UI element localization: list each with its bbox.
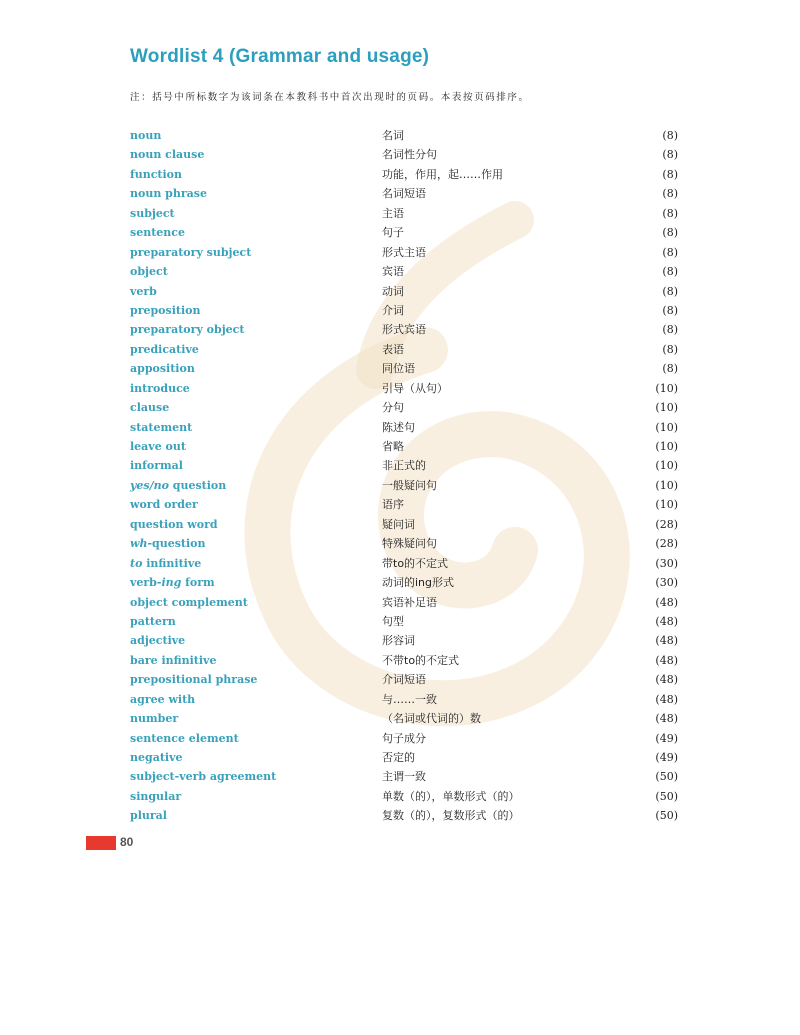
term-english: preparatory object: [130, 323, 245, 337]
wordlist-row: [130, 437, 678, 456]
term-chinese: 动词: [382, 284, 404, 298]
wordlist-row: [130, 456, 678, 475]
first-page-ref: (10): [655, 498, 678, 512]
term-english: negative: [130, 751, 183, 764]
term-chinese: 形式宾语: [382, 323, 426, 337]
wordlist-row: [130, 165, 678, 184]
term-chinese: 一般疑问句: [382, 478, 437, 492]
first-page-ref: (8): [662, 303, 678, 317]
term-chinese: （名词或代词的）数: [382, 712, 481, 726]
term-english: apposition: [130, 362, 195, 376]
wordlist-row: [130, 320, 678, 339]
first-page-ref: (8): [662, 206, 678, 220]
term-chinese: 名词: [382, 129, 404, 142]
term-chinese: 带to的不定式: [382, 556, 449, 570]
term-english: statement: [130, 420, 193, 434]
term-english: noun clause: [130, 148, 205, 162]
term-chinese: 宾语: [382, 265, 404, 279]
first-page-ref: (10): [655, 459, 678, 473]
first-page-ref: (10): [655, 478, 678, 492]
wordlist-row: [130, 554, 678, 573]
first-page-ref: (8): [662, 323, 678, 337]
first-page-ref: (28): [655, 537, 678, 551]
term-english: introduce: [130, 381, 190, 395]
first-page-ref: (8): [662, 284, 678, 298]
first-page-ref: (8): [662, 167, 678, 181]
wordlist-row: [130, 748, 678, 767]
wordlist-row: [130, 126, 678, 145]
first-page-ref: (48): [655, 712, 678, 726]
term-chinese: 主谓一致: [382, 770, 426, 784]
term-english: sentence element: [130, 731, 239, 745]
term-chinese: 名词短语: [382, 187, 426, 201]
term-english: preposition: [130, 303, 201, 317]
term-english: yes/no question: [130, 478, 227, 492]
term-english: verb-ing form: [130, 576, 215, 590]
term-chinese: 省略: [382, 440, 404, 453]
first-page-ref: (10): [655, 401, 678, 415]
first-page-ref: (48): [655, 595, 678, 609]
wordlist-row: [130, 359, 678, 378]
wordlist-row: [130, 340, 678, 359]
first-page-ref: (48): [655, 692, 678, 706]
wordlist-row: [130, 515, 678, 534]
wordlist-row: [130, 806, 678, 825]
term-chinese: 单数（的），单数形式（的）: [382, 789, 520, 803]
wordlist-row: [130, 651, 678, 670]
term-chinese: 复数（的），复数形式（的）: [382, 809, 520, 823]
term-chinese: 宾语补足语: [382, 595, 437, 609]
first-page-ref: (50): [655, 809, 678, 823]
term-english: preparatory subject: [130, 245, 252, 259]
first-page-ref: (8): [662, 187, 678, 201]
term-english: word order: [130, 498, 198, 512]
wordlist-row: [130, 709, 678, 728]
term-chinese: 句子成分: [382, 731, 426, 745]
first-page-ref: (30): [655, 556, 678, 570]
wordlist-row: [130, 282, 678, 301]
first-page-ref: (8): [662, 265, 678, 279]
term-english: question word: [130, 517, 218, 531]
wordlist-row: [130, 476, 678, 495]
first-page-ref: (49): [655, 751, 678, 764]
wordlist-row: [130, 184, 678, 203]
wordlist-row: [130, 729, 678, 748]
page-number: 80: [120, 835, 134, 849]
wordlist-row: [130, 262, 678, 281]
term-english: adjective: [130, 634, 186, 648]
wordlist-row: [130, 593, 678, 612]
term-english: noun phrase: [130, 187, 207, 201]
wordlist-table: [130, 126, 678, 826]
first-page-ref: (28): [655, 517, 678, 531]
term-english: leave out: [130, 440, 186, 453]
first-page-ref: (8): [662, 129, 678, 142]
term-english: verb: [130, 284, 157, 298]
term-english: clause: [130, 401, 170, 415]
wordlist-row: [130, 631, 678, 650]
first-page-ref: (10): [655, 440, 678, 453]
wordlist-row: [130, 690, 678, 709]
term-chinese: 与……一致: [382, 692, 437, 706]
wordlist-row: [130, 398, 678, 417]
wordlist-row: [130, 223, 678, 242]
first-page-ref: (49): [655, 731, 678, 745]
wordlist-row: [130, 379, 678, 398]
term-chinese: 陈述句: [382, 420, 415, 434]
term-english: object: [130, 265, 168, 279]
first-page-ref: (50): [655, 770, 678, 784]
wordlist-row: [130, 204, 678, 223]
first-page-ref: (48): [655, 653, 678, 667]
term-english: object complement: [130, 595, 248, 609]
first-page-ref: (8): [662, 342, 678, 356]
term-english: subject: [130, 206, 175, 220]
wordlist-row: [130, 418, 678, 437]
term-chinese: 同位语: [382, 362, 415, 376]
footer-red-bar: [86, 836, 116, 850]
first-page-ref: (30): [655, 576, 678, 590]
wordlist-row: [130, 767, 678, 786]
term-english: sentence: [130, 226, 185, 240]
first-page-ref: (8): [662, 226, 678, 240]
page-title: Wordlist 4 (Grammar and usage): [130, 46, 430, 67]
term-chinese: 疑问词: [382, 517, 415, 531]
first-page-ref: (50): [655, 789, 678, 803]
term-chinese: 句型: [382, 614, 404, 628]
term-english: noun: [130, 129, 162, 142]
term-chinese: 名词性分句: [382, 148, 437, 162]
wordlist-row: [130, 145, 678, 164]
term-chinese: 主语: [382, 206, 404, 220]
first-page-ref: (48): [655, 634, 678, 648]
term-chinese: 功能，作用，起……作用: [382, 167, 503, 181]
term-english: number: [130, 712, 179, 726]
term-chinese: 引导（从句）: [382, 381, 448, 395]
term-english: predicative: [130, 342, 199, 356]
wordlist-row: [130, 243, 678, 262]
term-chinese: 语序: [382, 498, 404, 512]
term-chinese: 非正式的: [382, 459, 426, 473]
wordlist-row: [130, 612, 678, 631]
term-english: function: [130, 167, 183, 181]
wordlist-row: [130, 787, 678, 806]
first-page-ref: (8): [662, 148, 678, 162]
term-english: subject-verb agreement: [130, 770, 277, 784]
term-english: agree with: [130, 692, 196, 706]
term-english: bare infinitive: [130, 653, 217, 667]
term-english: wh-question: [130, 537, 206, 551]
term-english: to infinitive: [130, 556, 202, 570]
wordlist-row: [130, 301, 678, 320]
term-chinese: 动词的ing形式: [382, 576, 455, 590]
term-chinese: 介词: [382, 303, 404, 317]
term-chinese: 不带to的不定式: [382, 653, 460, 667]
term-english: plural: [130, 809, 167, 823]
term-chinese: 句子: [382, 226, 404, 240]
first-page-ref: (10): [655, 420, 678, 434]
term-chinese: 介词短语: [382, 673, 426, 687]
wordlist-row: [130, 534, 678, 553]
term-chinese: 分句: [382, 401, 404, 415]
term-english: pattern: [130, 614, 176, 628]
term-english: prepositional phrase: [130, 673, 258, 687]
term-english: singular: [130, 789, 182, 803]
first-page-ref: (48): [655, 673, 678, 687]
term-chinese: 否定的: [382, 751, 415, 764]
wordlist-row: [130, 495, 678, 514]
first-page-ref: (8): [662, 245, 678, 259]
first-page-ref: (10): [655, 381, 678, 395]
term-chinese: 表语: [382, 342, 404, 356]
note-text: 注：括号中所标数字为该词条在本教科书中首次出现时的页码。本表按页码排序。: [130, 92, 530, 103]
first-page-ref: (48): [655, 614, 678, 628]
term-chinese: 形式主语: [382, 245, 426, 259]
term-chinese: 特殊疑问句: [382, 537, 437, 551]
first-page-ref: (8): [662, 362, 678, 376]
term-english: informal: [130, 459, 183, 473]
wordlist-row: [130, 670, 678, 689]
wordlist-row: [130, 573, 678, 592]
term-chinese: 形容词: [382, 634, 415, 648]
